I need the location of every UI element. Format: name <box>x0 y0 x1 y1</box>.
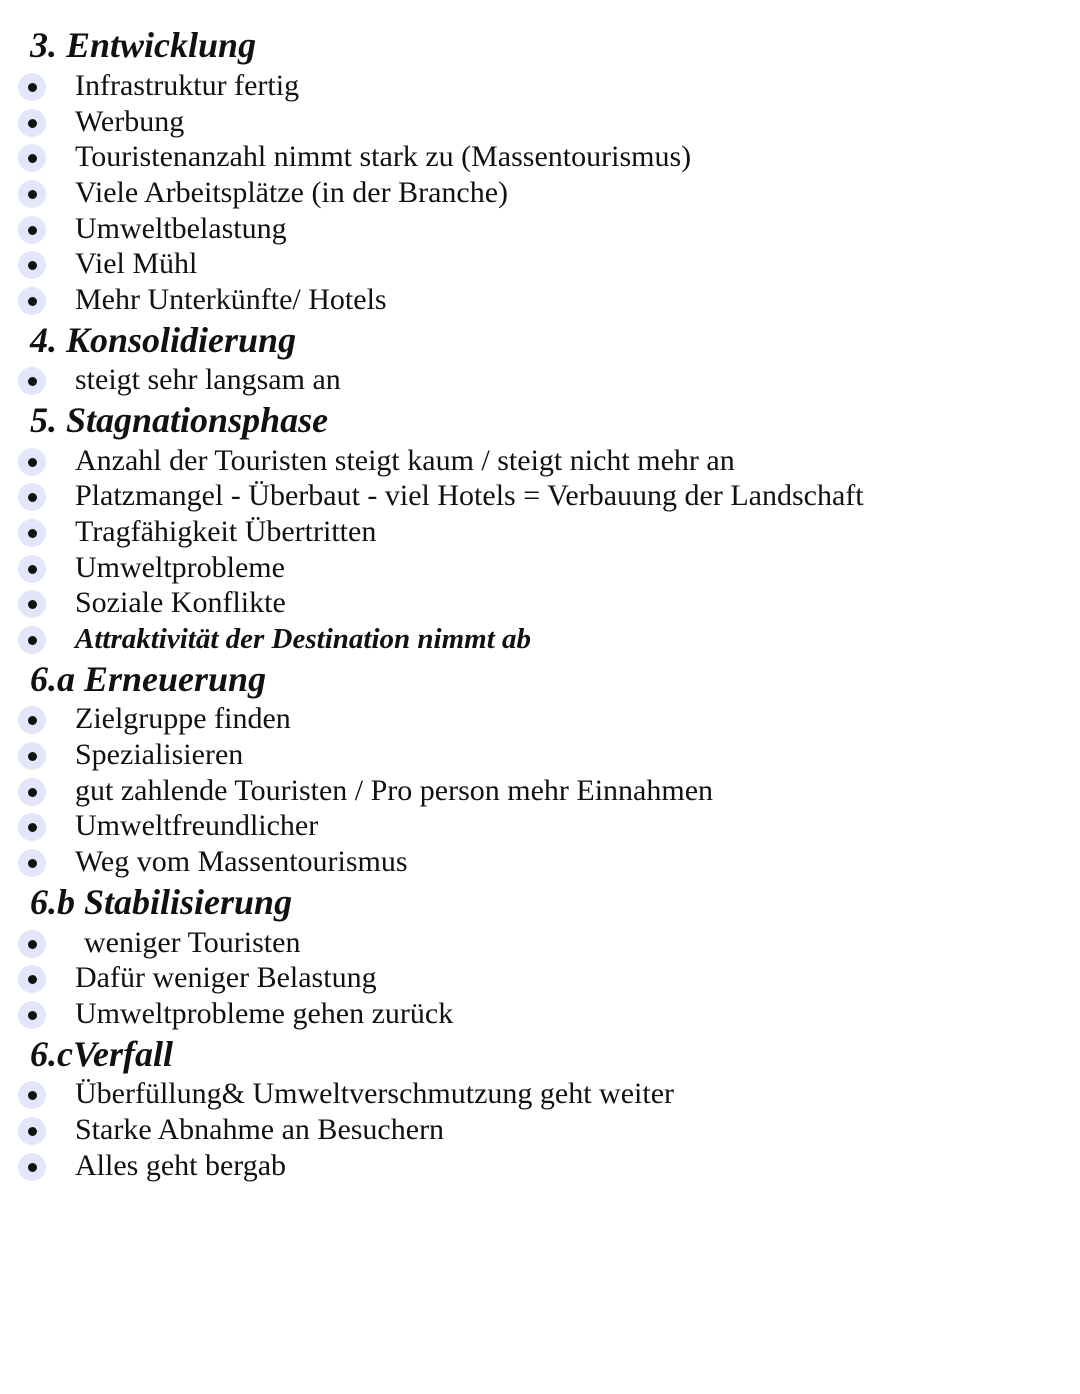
bullet-icon <box>18 287 46 315</box>
list-item-text: steigt sehr langsam an <box>75 363 341 396</box>
list-item-text: Umweltbelastung <box>75 212 287 245</box>
bullet-icon <box>18 216 46 244</box>
list-item-text: Anzahl der Touristen steigt kaum / steigt nicht mehr an <box>75 444 735 477</box>
list-item-text: Weg vom Massentourismus <box>75 845 408 878</box>
list-item-text: Überfüllung& Umweltverschmutzung geht weiter <box>75 1077 675 1110</box>
bullet-icon <box>18 1153 46 1181</box>
bullet-icon <box>18 519 46 547</box>
bullet-icon <box>18 1117 46 1145</box>
heading-text: 3. Entwicklung <box>14 25 286 65</box>
bullet-icon <box>18 555 46 583</box>
list-item-text: Infrastruktur fertig <box>75 69 300 102</box>
bullet-icon <box>18 1081 46 1109</box>
list-item-text: Werbung <box>75 105 185 138</box>
list-item-text: Umweltprobleme <box>75 551 285 584</box>
bullet-icon <box>18 742 46 770</box>
list-item-text: Touristenanzahl nimmt stark zu (Massentourismus) <box>75 140 692 173</box>
list-item-text: Umweltprobleme gehen zurück <box>75 997 454 1030</box>
section-heading-stabilisierung <box>14 882 322 922</box>
heading-text: 4. Konsolidierung <box>14 320 326 360</box>
list-item-text: Tragfähigkeit Übertritten <box>75 515 377 548</box>
list-item-text-emphasized: Attraktivität der Destination nimmt ab <box>75 623 531 655</box>
list-item-text: Zielgruppe finden <box>75 702 291 735</box>
list-item-text: Viel Mühl <box>75 247 198 280</box>
list-item-text: Platzmangel - Überbaut - viel Hotels = Verbauung der Landschaft <box>75 479 864 512</box>
bullet-icon <box>18 706 46 734</box>
bullet-icon <box>18 73 46 101</box>
list-item-text: weniger Touristen <box>84 926 301 959</box>
list-item-text: Dafür weniger Belastung <box>75 961 377 994</box>
section-heading-konsolidierung <box>14 320 326 360</box>
bullet-icon <box>18 367 46 395</box>
list-item-text: Starke Abnahme an Besuchern <box>75 1113 445 1146</box>
section-heading-erneuerung <box>14 659 296 699</box>
section-heading-verfall <box>14 1034 203 1074</box>
bullet-icon <box>18 109 46 137</box>
section-heading-entwicklung <box>14 25 286 65</box>
bullet-icon <box>18 930 46 958</box>
bullet-icon <box>18 448 46 476</box>
heading-text: 6.cVerfall <box>14 1034 203 1074</box>
bullet-icon <box>18 965 46 993</box>
bullet-icon <box>18 590 46 618</box>
bullet-icon <box>18 483 46 511</box>
list-item-text: Mehr Unterkünfte/ Hotels <box>75 283 387 316</box>
list-item-text: Soziale Konflikte <box>75 586 286 619</box>
bullet-icon <box>18 180 46 208</box>
heading-text: 6.b Stabilisierung <box>14 882 322 922</box>
bullet-icon <box>18 778 46 806</box>
bullet-icon <box>18 813 46 841</box>
bullet-icon <box>18 144 46 172</box>
section-heading-stagnationsphase <box>14 400 358 440</box>
bullet-icon <box>18 626 46 654</box>
bullet-icon <box>18 251 46 279</box>
list-item-text: Umweltfreundlicher <box>75 809 319 842</box>
list-item-text: Alles geht bergab <box>75 1149 287 1182</box>
bullet-icon <box>18 849 46 877</box>
list-item-text: Spezialisieren <box>75 738 244 771</box>
list-item-text: gut zahlende Touristen / Pro person mehr Einnahmen <box>75 774 714 807</box>
list-item-text: Viele Arbeitsplätze (in der Branche) <box>75 176 509 209</box>
heading-text: 6.a Erneuerung <box>14 659 296 699</box>
bullet-icon <box>18 1001 46 1029</box>
heading-text: 5. Stagnationsphase <box>14 400 358 440</box>
